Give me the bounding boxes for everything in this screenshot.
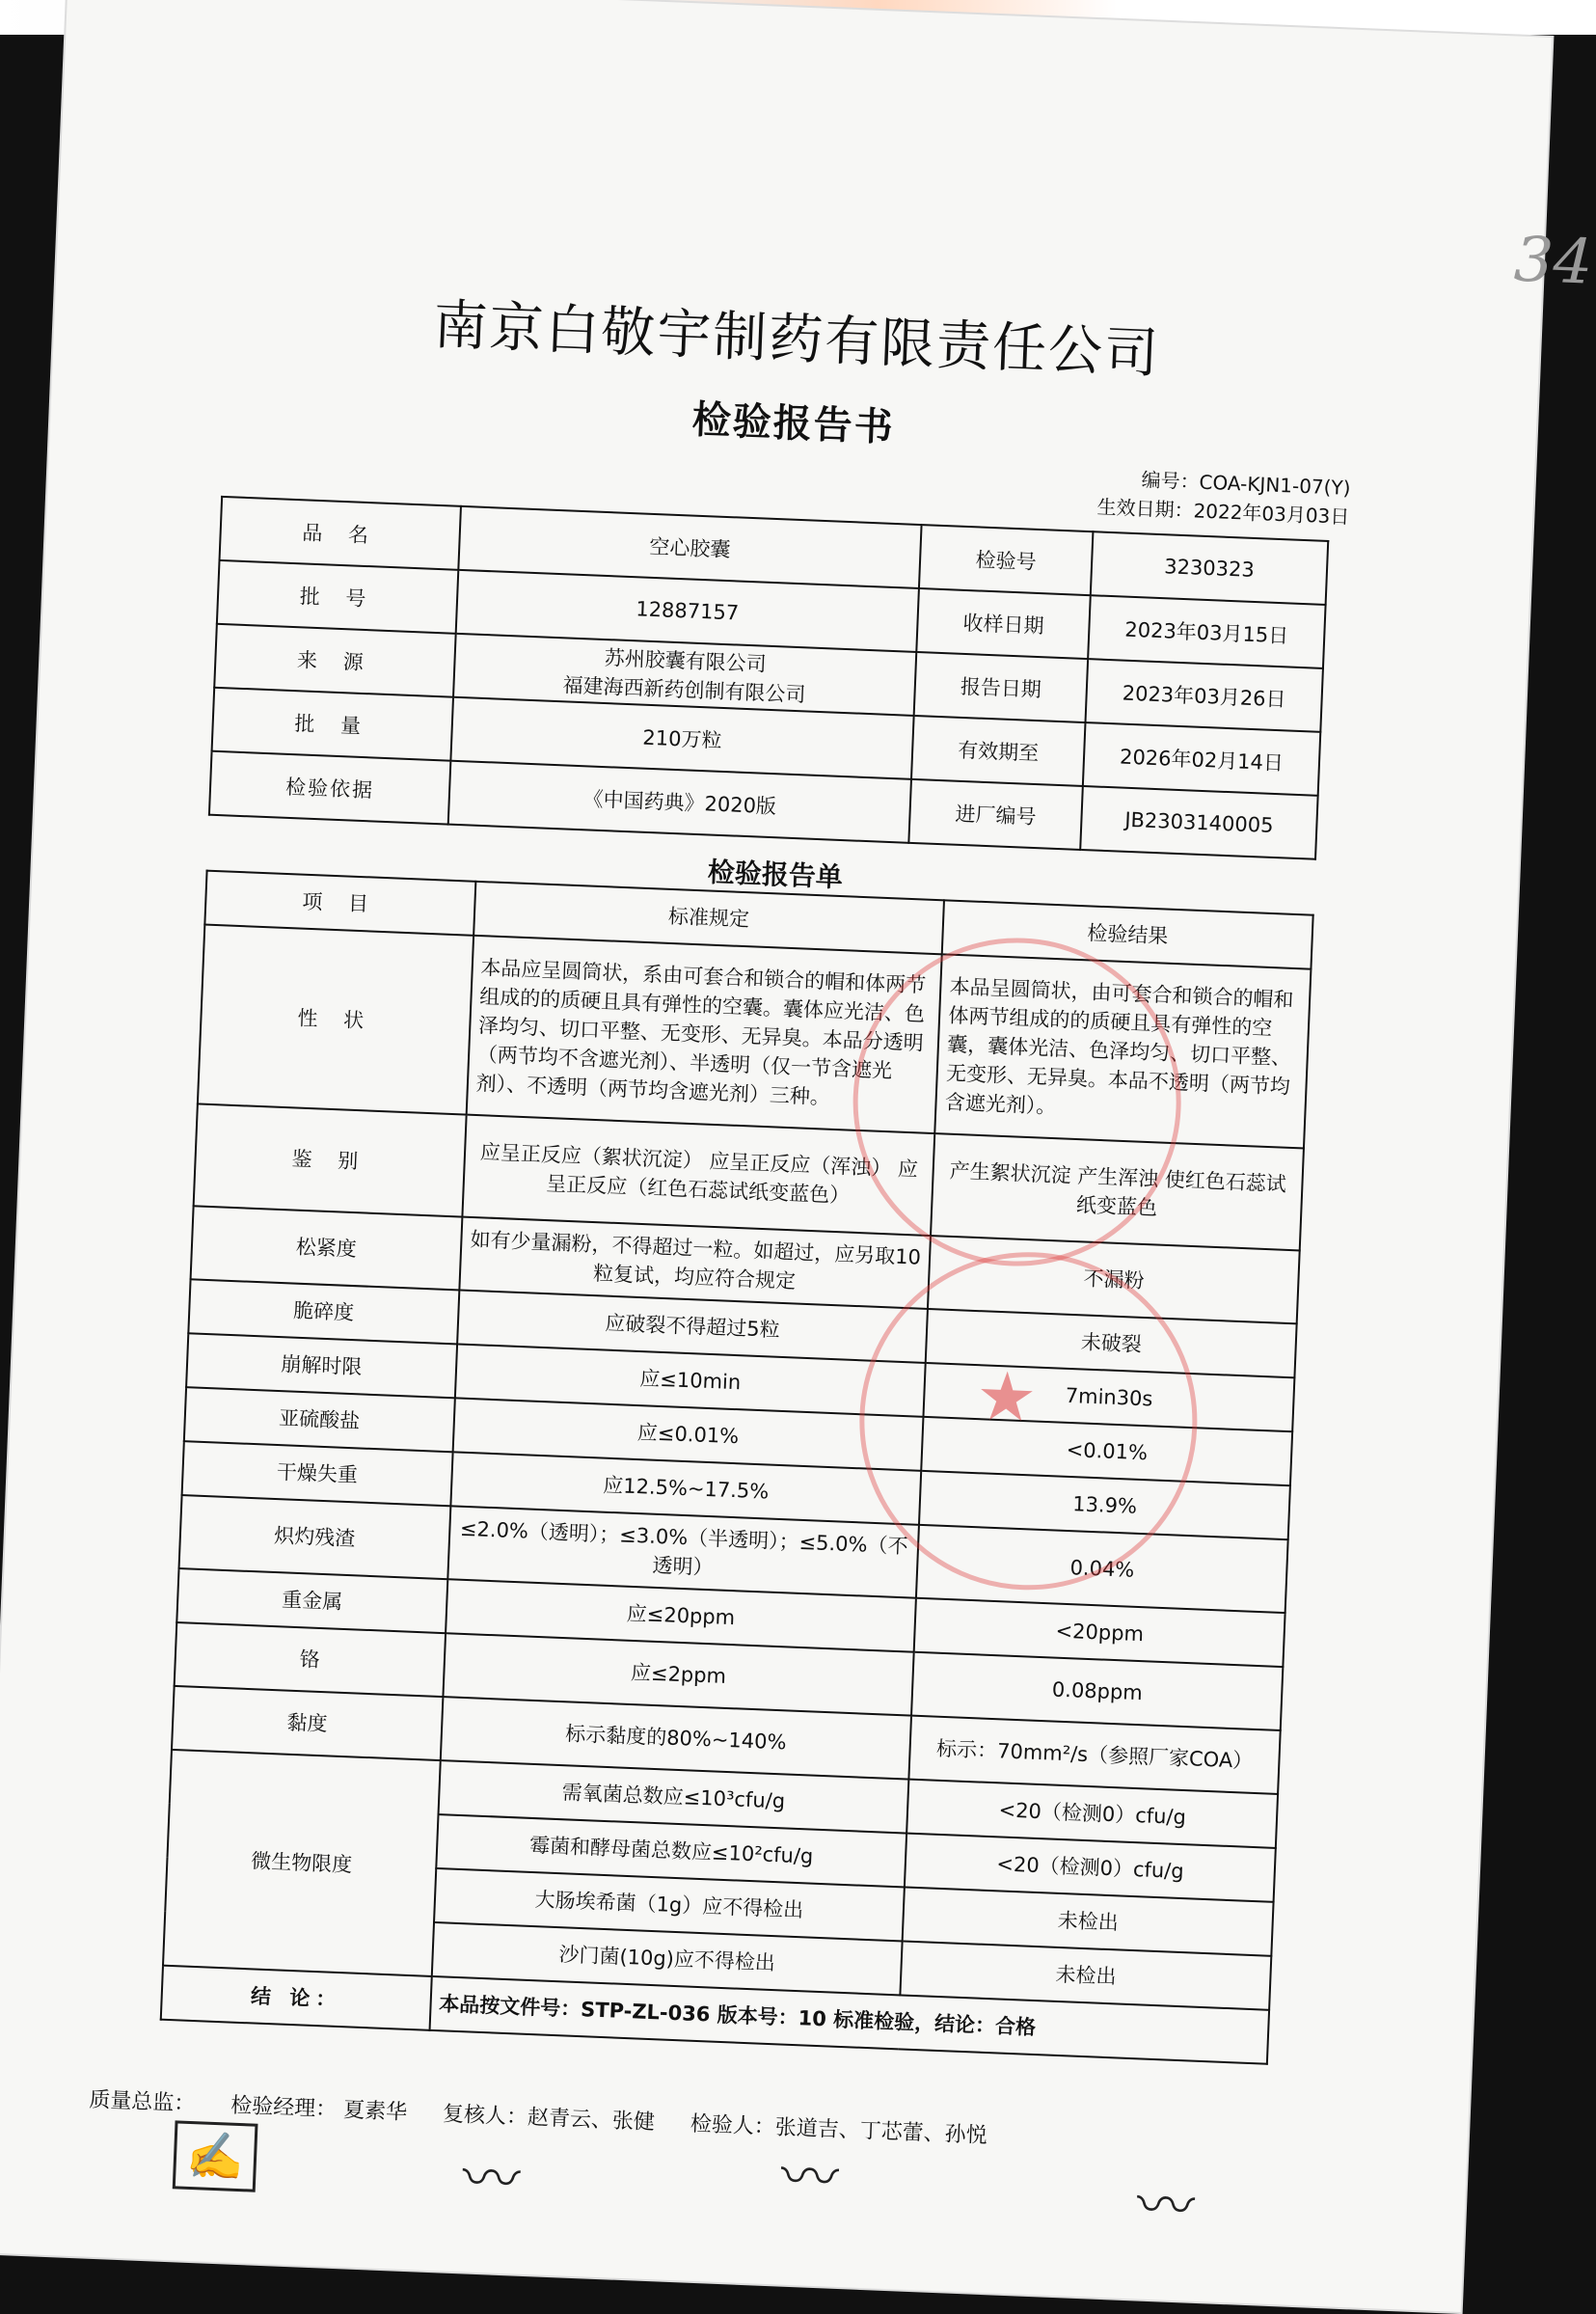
batch-label: 批 号 [217, 560, 458, 634]
row-standard: 应破裂不得超过5粒 [457, 1290, 928, 1362]
inspection-manager: 检验经理： 夏素华 [230, 2093, 408, 2125]
sheet-title: 检验报告单 [707, 856, 844, 894]
row-result: 不漏粉 [928, 1236, 1299, 1323]
row-standard: 标示黏度的80%~140% [440, 1697, 911, 1779]
header-standard: 标准规定 [473, 882, 944, 954]
micro-standard: 需氧菌总数应≤10³cfu/g [438, 1760, 908, 1833]
document-meta [1096, 463, 1351, 531]
row-item: 黏度 [172, 1686, 443, 1760]
report-label: 报告日期 [914, 652, 1089, 722]
product-value: 空心胶囊 [458, 506, 921, 588]
product-label: 品 名 [220, 497, 461, 570]
valid-value: 2026年02月14日 [1083, 722, 1320, 796]
row-result: 未破裂 [926, 1309, 1297, 1377]
row-standard: 应≤2ppm [443, 1633, 914, 1715]
row-result: 标示：70mm²/s（参照厂家COA） [909, 1716, 1281, 1794]
factory-label: 进厂编号 [908, 779, 1083, 850]
row-result: 13.9% [919, 1471, 1290, 1539]
valid-label: 有效期至 [911, 716, 1086, 786]
row-item: 亚硫酸盐 [184, 1387, 455, 1452]
row-item: 性 状 [198, 925, 473, 1115]
row-item: 炽灼残渣 [179, 1495, 450, 1579]
row-item: 崩解时限 [186, 1333, 457, 1398]
header-item: 项 目 [204, 871, 475, 936]
row-result: 0.08ppm [911, 1652, 1283, 1730]
basis-label: 检验依据 [209, 751, 450, 825]
row-item: 松紧度 [191, 1206, 462, 1290]
row-item: 鉴 别 [194, 1103, 467, 1216]
row-item: 重金属 [176, 1568, 447, 1633]
receive-value: 2023年03月15日 [1088, 595, 1325, 668]
row-standard: 应呈正反应（絮状沉淀） 应呈正反应（浑浊） 应呈正反应（红色石蕊试纸变蓝色） [462, 1115, 935, 1236]
source-label: 来 源 [214, 624, 455, 697]
effective-date: 生效日期：2022年03月03日 [1096, 495, 1350, 529]
signature-line [89, 2083, 1342, 2164]
signature-inspector-image: 〰 [1135, 2171, 1197, 2242]
micro-standard: 霉菌和酵母菌总数应≤10²cfu/g [436, 1814, 906, 1887]
document-code: 编号：COA-KJN1-07(Y) [1141, 468, 1351, 500]
receive-label: 收样日期 [916, 588, 1091, 659]
batch-value: 12887157 [456, 570, 919, 652]
row-item: 干燥失重 [182, 1441, 453, 1506]
conclusion-label: 结 论： [161, 1966, 432, 2030]
row-result: 产生絮状沉淀 产生浑浊 使红色石蕊试纸变蓝色 [931, 1133, 1304, 1250]
inspect-no-label: 检验号 [919, 525, 1094, 595]
signature-manager-image: 〰 [460, 2144, 522, 2215]
source-line-2: 福建海西新药创制有限公司 [562, 673, 806, 707]
row-standard: 如有少量漏粉，不得超过一粒。如超过，应另取10粒复试，均应符合规定 [459, 1217, 931, 1309]
quantity-value: 210万粒 [450, 697, 913, 779]
report-value: 2023年03月26日 [1085, 659, 1322, 732]
micro-standard: 沙门菌(10g)应不得检出 [431, 1922, 902, 1995]
inspector: 检验人：张道吉、丁芯蕾、孙悦 [690, 2111, 988, 2149]
signature-stamp-image: ✍ [173, 2120, 258, 2191]
row-standard: 应≤10min [455, 1344, 926, 1416]
row-standard: 应≤20ppm [446, 1579, 916, 1651]
row-item: 脆碎度 [188, 1279, 459, 1344]
info-table [208, 496, 1329, 860]
row-standard: 应≤0.01% [452, 1398, 923, 1470]
conclusion-text: 本品按文件号：STP-ZL-036 版本号：10 标准检验，结论：合格 [429, 1976, 1269, 2064]
row-standard: ≤2.0%（透明）；≤3.0%（半透明）；≤5.0%（不透明） [447, 1506, 919, 1597]
company-name: 南京白敬宇制药有限责任公司 [432, 293, 1162, 386]
row-item: 铬 [175, 1622, 446, 1697]
row-result: <20ppm [914, 1598, 1285, 1667]
quantity-label: 批 量 [212, 688, 453, 761]
qa-director: 质量总监： [88, 2087, 196, 2117]
micro-standard: 大肠埃希菌（1g）应不得检出 [434, 1868, 905, 1941]
micro-result: <20（检测0）cfu/g [906, 1780, 1278, 1848]
inspect-no-value: 3230323 [1091, 531, 1328, 605]
page-number: 34 [1512, 224, 1594, 299]
micro-result: 未检出 [903, 1888, 1274, 1956]
seal-star-icon: ★ [974, 1356, 1039, 1438]
reviewer: 复核人：赵青云、张健 [442, 2102, 656, 2136]
row-result: 7min30s [924, 1363, 1295, 1431]
micro-result: <20（检测0）cfu/g [905, 1834, 1276, 1902]
micro-result: 未检出 [901, 1941, 1272, 2009]
source-line-1: 苏州胶囊有限公司 [604, 645, 768, 676]
factory-value: JB2303140005 [1080, 786, 1317, 859]
row-result: 0.04% [916, 1525, 1287, 1613]
signature-reviewer-image: 〰 [779, 2142, 841, 2213]
row-result: 本品呈圆筒状，由可套合和锁合的帽和体两节组成的的质硬且具有弹性的空囊，囊体光洁、色泽均匀、切口平整、无变形、无异臭。本品不透明（两节均含遮光剂）。 [935, 954, 1312, 1148]
row-standard: 本品应呈圆筒状，系由可套合和锁合的帽和体两节组成的的质硬且具有弹性的空囊。囊体应光洁、色泽均匀、切口平整、无变形、无异臭。本品分透明（两节均不含遮光剂）、半透明（仅一节含遮光剂）、不透明（两节均含遮光剂）三种。 [466, 936, 942, 1133]
row-result: <0.01% [922, 1417, 1293, 1485]
micro-item: 微生物限度 [163, 1750, 440, 1976]
basis-value: 《中国药典》2020版 [448, 761, 911, 843]
document-title: 检验报告书 [690, 396, 896, 450]
row-standard: 应12.5%~17.5% [450, 1452, 921, 1524]
header-result: 检验结果 [942, 900, 1313, 968]
